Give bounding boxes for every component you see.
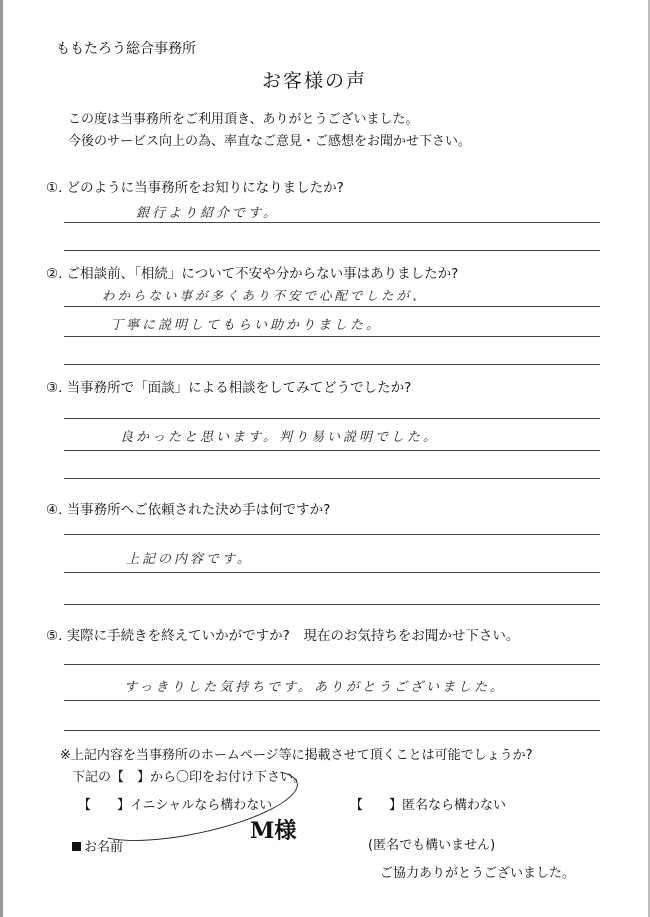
answer-rule	[64, 664, 600, 665]
answer-2-line-2: 丁寧に説明してもらい助かりました。	[110, 318, 383, 333]
answer-rule	[64, 604, 600, 605]
publication-notice: ※上記内容を当事務所のホームページ等に掲載させて頂くことは可能でしょうか?	[60, 748, 533, 763]
answer-rule	[64, 572, 600, 573]
answer-rule	[64, 730, 600, 731]
answer-rule	[64, 336, 600, 337]
intro-line-2: 今後のサービス向上の為、率直なご意見・ご感想をお聞かせ下さい。	[68, 134, 472, 149]
answer-rule	[64, 478, 600, 479]
answer-rule	[64, 250, 600, 251]
option-initials: 【 】イニシャルなら構わない	[78, 798, 273, 813]
answer-rule	[64, 418, 600, 419]
anonymous-note: (匿名でも構いません)	[368, 838, 496, 853]
question-5: ⑤. 実際に手続きを終えていかがですか? 現在のお気持ちをお聞かせ下さい。	[46, 628, 520, 644]
answer-2-line-1: わからない事が多くあり不安で心配でしたが、	[102, 288, 428, 303]
scan-edge-left	[0, 0, 3, 917]
answer-rule	[64, 534, 600, 535]
question-1: ①. どのように当事務所をお知りになりましたか?	[46, 180, 344, 196]
answer-rule	[64, 222, 600, 223]
thanks-message: ご協力ありがとうございました。	[380, 866, 576, 881]
option-anonymous: 【 】匿名なら構わない	[350, 798, 507, 813]
bullet-square-icon	[72, 842, 81, 851]
company-name: ももたろう総合事務所	[56, 41, 196, 57]
page-title: お客様の声	[262, 70, 368, 92]
answer-rule	[64, 364, 600, 365]
answer-3-line-1: 良かったと思います。判り易い説明でした。	[120, 430, 439, 445]
answer-rule	[64, 450, 600, 451]
publication-instruction: 下記の【 】から〇印をお付け下さい。	[72, 770, 307, 785]
question-3: ③. 当事務所で「面談」による相談をしてみてどうでしたか?	[46, 380, 412, 396]
answer-4-line-1: 上記の内容です。	[126, 552, 253, 567]
answer-rule	[64, 700, 600, 701]
name-label: お名前	[84, 840, 124, 855]
question-2: ②. ご相談前、「相続」について不安や分からない事はありましたか?	[46, 266, 459, 282]
answer-5-line-1: すっきりした気持ちです。ありがとうございました。	[124, 680, 507, 695]
question-4: ④. 当事務所へご依頼された決め手は何ですか?	[46, 502, 331, 518]
name-label-row	[72, 836, 123, 855]
customer-name: M様	[250, 818, 297, 844]
intro-line-1: この度は当事務所をご利用頂き、ありがとうございました。	[68, 112, 419, 127]
answer-rule	[64, 306, 600, 307]
answer-1-line-1: 銀行より紹介です。	[136, 206, 279, 221]
